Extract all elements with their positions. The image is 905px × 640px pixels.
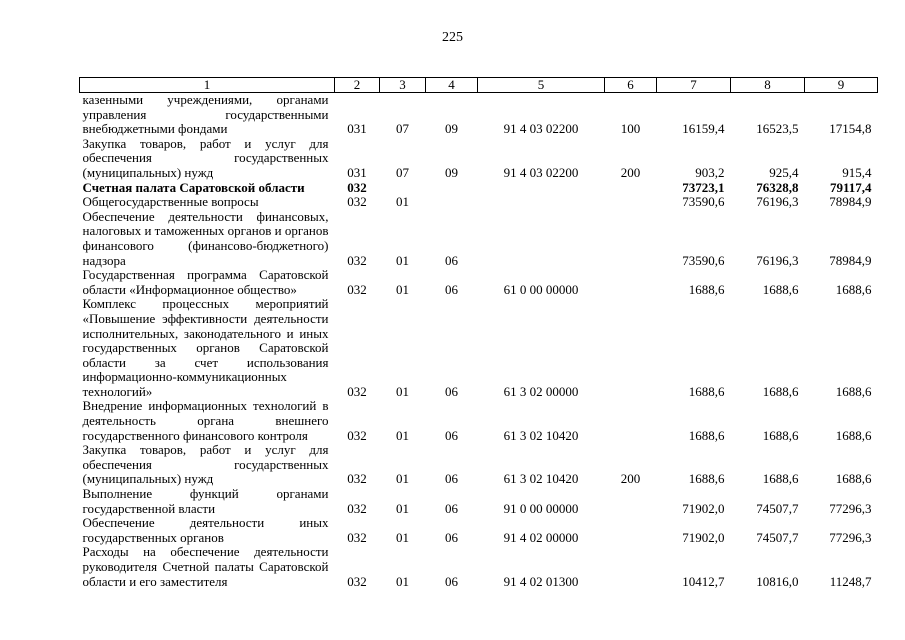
row-value-cell: 16159,4 (682, 121, 725, 137)
row-name-cell: Обеспечение деятельности финансовых, налоговых и таможенных органов и органов финансового (финансово-бюджетного) надзора (82, 208, 329, 268)
row-value-cell: 01 (396, 529, 409, 545)
row-value-cell: 01 (396, 252, 409, 268)
row-value-cell (605, 297, 657, 399)
row-value-cell: 06 (445, 500, 458, 516)
row-value-cell: 06 (445, 427, 458, 443)
table-row (80, 399, 878, 443)
row-value-cell: 06 (445, 573, 458, 589)
row-value-cell (478, 195, 605, 210)
row-value-cell: 903,2 (695, 164, 725, 180)
row-value-cell: 07 (396, 121, 409, 137)
column-header: 4 (426, 78, 478, 93)
row-value-cell: 74507,7 (756, 500, 799, 516)
table-row (80, 210, 878, 268)
row-name-cell: казенными учреждениями, органами управления государственными внебюджетными фондами (82, 92, 329, 137)
row-value-cell: 76196,3 (756, 194, 799, 210)
row-value-cell: 61 3 02 00000 (503, 383, 579, 399)
row-value-cell (605, 195, 657, 210)
row-value-cell: 61 0 00 00000 (503, 281, 579, 297)
row-value-cell: 71902,0 (682, 529, 725, 545)
row-value-cell: 01 (396, 427, 409, 443)
table-row (80, 137, 878, 181)
row-value-cell: 032 (347, 500, 367, 516)
row-value-cell: 01 (396, 573, 409, 589)
row-value-cell: 1688,6 (762, 471, 799, 487)
row-value-cell: 1688,6 (835, 471, 872, 487)
table-row (80, 268, 878, 297)
table-row (80, 516, 878, 545)
table-row (80, 297, 878, 399)
row-value-cell: 78984,9 (829, 252, 872, 268)
row-value-cell: 76196,3 (756, 252, 799, 268)
column-header: 9 (805, 78, 878, 93)
row-value-cell: 09 (445, 164, 458, 180)
row-value-cell: 06 (445, 281, 458, 297)
row-name-cell: Выполнение функций органами государственной власти (82, 486, 329, 516)
column-header: 2 (335, 78, 380, 93)
row-value-cell: 1688,6 (762, 427, 799, 443)
row-value-cell (478, 181, 605, 196)
column-header: 5 (478, 78, 605, 93)
row-value-cell: 06 (445, 529, 458, 545)
row-value-cell: 1688,6 (688, 383, 725, 399)
row-name-cell: Счетная палата Саратовской области (82, 179, 305, 195)
row-value-cell: 032 (347, 529, 367, 545)
row-value-cell: 01 (396, 383, 409, 399)
row-value-cell: 1688,6 (835, 281, 872, 297)
row-value-cell: 032 (347, 252, 367, 268)
row-value-cell: 915,4 (842, 164, 872, 180)
table-row (80, 93, 878, 137)
row-value-cell (605, 181, 657, 196)
column-header: 1 (80, 78, 335, 93)
row-value-cell (605, 545, 657, 589)
row-value-cell (605, 516, 657, 545)
row-value-cell (478, 210, 605, 268)
row-value-cell: 77296,3 (829, 500, 872, 516)
row-value-cell: 031 (347, 164, 367, 180)
row-name-cell: Закупка товаров, работ и услуг для обеспечения государственных (муниципальных) нужд (82, 135, 329, 180)
column-header: 6 (605, 78, 657, 93)
row-value-cell: 71902,0 (682, 500, 725, 516)
row-value-cell (605, 210, 657, 268)
row-value-cell: 032 (347, 179, 367, 195)
table-row (80, 195, 878, 210)
row-value-cell (605, 399, 657, 443)
row-value-cell (380, 181, 426, 196)
row-value-cell: 79117,4 (829, 179, 872, 195)
row-value-cell: 73590,6 (682, 252, 725, 268)
row-value-cell: 01 (396, 281, 409, 297)
row-value-cell: 91 4 02 01300 (503, 573, 579, 589)
table-row (80, 181, 878, 196)
row-value-cell: 11248,7 (829, 573, 872, 589)
row-value-cell: 91 0 00 00000 (503, 500, 579, 516)
row-value-cell: 200 (620, 164, 641, 180)
row-value-cell: 74507,7 (756, 529, 799, 545)
table-row (80, 443, 878, 487)
row-value-cell: 1688,6 (688, 471, 725, 487)
row-value-cell: 01 (396, 471, 409, 487)
row-value-cell: 1688,6 (835, 383, 872, 399)
row-value-cell: 10816,0 (756, 573, 799, 589)
row-value-cell: 06 (445, 383, 458, 399)
row-value-cell: 61 3 02 10420 (503, 427, 579, 443)
row-value-cell: 032 (347, 194, 367, 210)
row-value-cell: 925,4 (769, 164, 799, 180)
row-value-cell (426, 195, 478, 210)
row-value-cell: 01 (396, 194, 409, 210)
row-value-cell: 91 4 03 02200 (503, 121, 579, 137)
row-value-cell: 1688,6 (835, 427, 872, 443)
row-name-cell: Общегосударственные вопросы (82, 194, 259, 210)
row-value-cell: 10412,7 (682, 573, 725, 589)
row-value-cell: 09 (445, 121, 458, 137)
row-value-cell: 78984,9 (829, 194, 872, 210)
row-value-cell: 73723,1 (682, 179, 725, 195)
row-value-cell: 1688,6 (762, 383, 799, 399)
row-value-cell: 91 4 03 02200 (503, 164, 579, 180)
row-value-cell: 1688,6 (688, 281, 725, 297)
column-header: 7 (657, 78, 731, 93)
table-row (80, 545, 878, 589)
row-value-cell: 77296,3 (829, 529, 872, 545)
row-value-cell: 1688,6 (688, 427, 725, 443)
row-value-cell (605, 487, 657, 516)
header-row (80, 78, 878, 93)
row-value-cell (426, 181, 478, 196)
row-name-cell: Внедрение информационных технологий в деятельность органа внешнего государственного финансового контроля (82, 398, 329, 443)
row-value-cell: 032 (347, 383, 367, 399)
row-value-cell: 17154,8 (829, 121, 872, 137)
row-value-cell: 031 (347, 121, 367, 137)
row-value-cell: 61 3 02 10420 (503, 471, 579, 487)
table-body (80, 93, 878, 590)
column-header: 3 (380, 78, 426, 93)
page-number: 225 (442, 30, 463, 45)
row-value-cell: 73590,6 (682, 194, 725, 210)
row-value-cell: 91 4 02 00000 (503, 529, 579, 545)
row-value-cell: 032 (347, 281, 367, 297)
row-value-cell: 1688,6 (762, 281, 799, 297)
row-value-cell: 032 (347, 573, 367, 589)
row-value-cell: 07 (396, 164, 409, 180)
row-value-cell: 76328,8 (756, 179, 799, 195)
budget-table (79, 77, 878, 589)
row-name-cell: Государственная программа Саратовской области «Информационное общество» (82, 267, 329, 297)
table-row (80, 487, 878, 516)
row-value-cell: 100 (620, 121, 641, 137)
row-value-cell: 06 (445, 471, 458, 487)
row-value-cell: 01 (396, 500, 409, 516)
row-value-cell: 032 (347, 471, 367, 487)
row-value-cell (605, 268, 657, 297)
row-name-cell: Комплекс процессных мероприятий «Повышение эффективности деятельности исполнительных, законодательного и иных государственных органов Саратовской области за счет использования информационно-коммуникационных технологий» (82, 296, 329, 399)
row-name-cell: Обеспечение деятельности иных государственных органов (82, 515, 329, 545)
column-header: 8 (731, 78, 805, 93)
row-name-cell: Закупка товаров, работ и услуг для обеспечения государственных (муниципальных) нужд (82, 442, 329, 487)
row-value-cell: 16523,5 (756, 121, 799, 137)
row-value-cell: 032 (347, 427, 367, 443)
row-value-cell: 200 (620, 471, 641, 487)
row-name-cell: Расходы на обеспечение деятельности руководителя Счетной палаты Саратовской области и его заместителя (82, 544, 329, 589)
row-value-cell: 06 (445, 252, 458, 268)
